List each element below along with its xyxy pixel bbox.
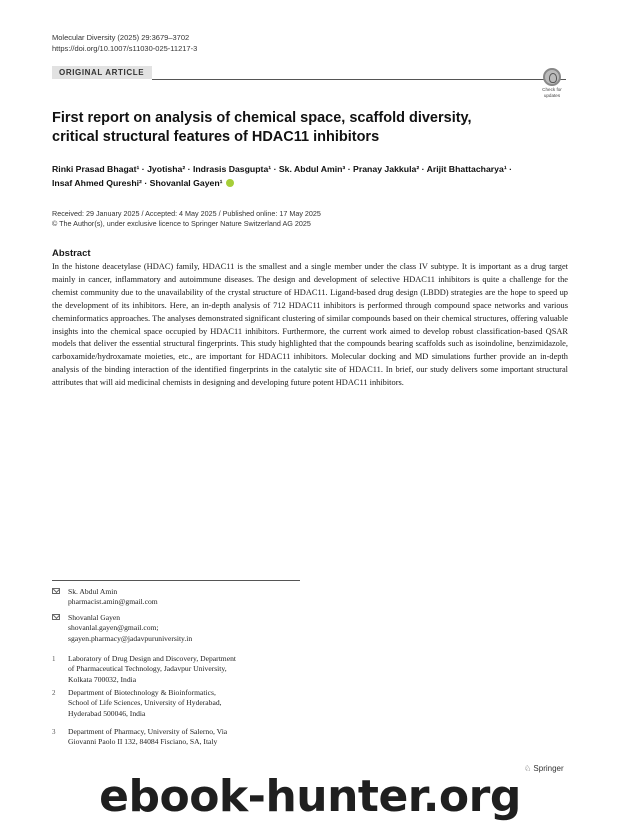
publisher-name: Springer — [533, 764, 564, 773]
affiliation-line: Kolkata 700032, India — [68, 674, 137, 684]
footnote-rule — [52, 580, 300, 581]
contact-email[interactable]: pharmacist.amin@gmail.com — [68, 597, 158, 607]
article-type-label: ORIGINAL ARTICLE — [52, 66, 152, 79]
affiliation-line: Hyderabad 500046, India — [68, 708, 146, 718]
contact-name: Sk. Abdul Amin — [68, 587, 118, 596]
dates-line: Received: 29 January 2025 / Accepted: 4 May 2025 / Published online: 17 May 2025 — [52, 209, 321, 218]
affiliation-number: 3 — [52, 728, 56, 736]
affiliation-number: 1 — [52, 655, 56, 663]
contact-email[interactable]: sgayen.pharmacy@jadavpuruniversity.in — [68, 633, 193, 643]
abstract-heading: Abstract — [52, 248, 91, 259]
affiliation-line: Department of Biotechnology & Bioinformatics, — [68, 688, 216, 697]
header-rule — [152, 79, 566, 80]
authors-line1 — [52, 162, 572, 176]
check-updates-line2: updates — [543, 93, 561, 98]
authors-line2 — [52, 176, 572, 190]
authors-line2-text: Insaf Ahmed Qureshi² · Shovanlal Gayen¹ — [52, 178, 223, 188]
affiliation-1 — [52, 654, 236, 685]
affiliation-number: 2 — [52, 689, 56, 697]
contact-email[interactable]: shovanlal.gayen@gmail.com; — [68, 623, 159, 633]
contact-footnote-1 — [52, 587, 158, 608]
affiliation-line: Laboratory of Drug Design and Discovery, Department — [68, 654, 236, 663]
affiliation-line: Department of Pharmacy, University of Salerno, Via — [68, 727, 228, 736]
envelope-icon — [52, 613, 60, 623]
affiliation-line: School of Life Sciences, University of Hyderabad, — [68, 698, 222, 708]
affiliation-3 — [52, 727, 227, 748]
journal-citation — [52, 32, 197, 54]
article-title: First report on analysis of chemical space, scaffold diversity, critical structural features of HDAC11 inhibitors — [52, 110, 472, 145]
check-updates-line1: Check for — [542, 87, 562, 92]
contact-name: Shovanlal Gayen — [68, 613, 121, 622]
springer-horse-icon: ♘ — [524, 764, 532, 773]
author-list — [52, 162, 572, 190]
affiliation-line: of Pharmaceutical Technology, Jadavpur University, — [68, 664, 227, 674]
journal-volume: Molecular Diversity (2025) 29:3679–3702 — [52, 33, 190, 42]
watermark-text: ebook-hunter.org — [99, 771, 521, 822]
affiliation-2 — [52, 688, 222, 719]
doi-link[interactable]: https://doi.org/10.1007/s11030-025-11217-3 — [52, 44, 198, 53]
orcid-icon[interactable] — [226, 179, 234, 187]
authors-line1-text: Rinki Prasad Bhagat¹ · Jyotisha² · Indrasis Dasgupta¹ · Sk. Abdul Amin³ · Pranay Jakkula² · Arijit Bhattacharya¹ · — [52, 164, 513, 174]
copyright-line: © The Author(s), under exclusive licence to Springer Nature Switzerland AG 2025 — [52, 219, 311, 228]
bookmark-icon — [543, 68, 561, 86]
contact-footnote-2 — [52, 613, 192, 644]
publication-dates — [52, 209, 321, 229]
envelope-icon — [52, 587, 60, 597]
check-for-updates-badge[interactable] — [537, 68, 567, 100]
abstract-text: In the histone deacetylase (HDAC) family, HDAC11 is the smallest and a single member under the class IV subtype. It is important as a drug target mainly in cancer, inflammatory and autoimmune diseases. The design and development of selective HDAC11 inhibitors is quite a challenge for the chemist community due to the unavailability of the crystal structure of HDAC11. Ligand-based drug design (LBDD) strategies are the hope to speed up the development of its inhibitors. Here, an in-depth analysis of 712 HDAC11 inhibitors is performed through compound space networks and various cheminformatics approaches. The analyses demonstrated significant clustering of similar compounds based on their chemical structures, offering valuable insights into the chemical space occupied by HDAC11 inhibitors. Furthermore, the current work aimed to develop robust classification-based QSAR models that deliver the essential structural fingerprints. This study highlighted that the compounds bearing scaffolds such as isoindoline, benzimidazole, carboxamide/hydroxamate moieties, etc., are important for HDAC11 inhibitors. Molecular docking and MD simulations further provide an in-depth analysis of the binding interaction of the identified fingerprints in the catalytic site of HDAC11. In brief, our study delivers some important structural attributes that will aid medicinal chemists in designing and developing future potent HDAC11 inhibitors. — [52, 262, 568, 388]
affiliation-line: Giovanni Paolo II 132, 84084 Fisciano, SA, Italy — [68, 737, 218, 747]
